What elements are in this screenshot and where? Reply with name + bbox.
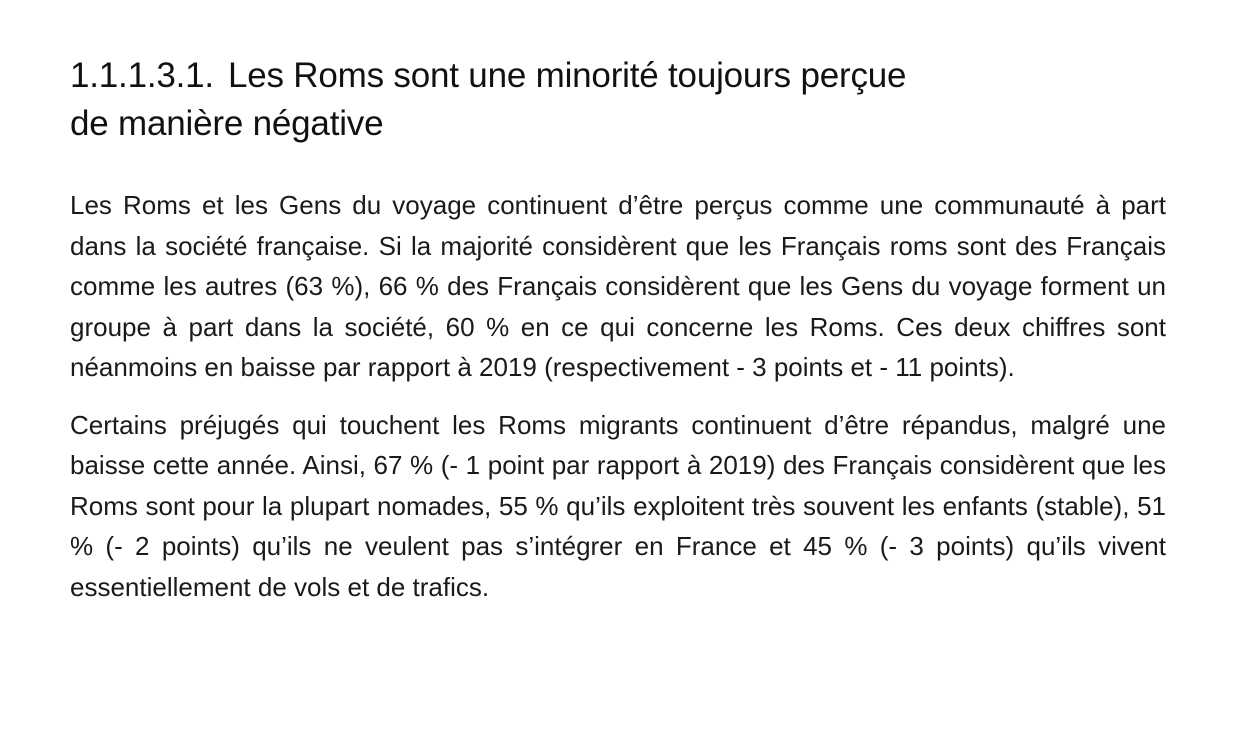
section-heading [70, 52, 1166, 148]
section-number: 1.1.1.3.1. [70, 56, 214, 95]
section-title-line-2: de manière négative [70, 104, 384, 143]
body-paragraph-2: Certains préjugés qui touchent les Roms migrants continuent d’être répandus, malgré une baisse cette année. Ainsi, 67 % (- 1 point par rapport à 2019) des Français considèrent que les Roms sont pour la plupart nomades, 55 % qu’ils exploitent très souvent les enfants (stable), 51 % (- 2 points) qu’ils ne veulent pas s’intégrer en France et 45 % (- 3 points) qu’ils vivent essentiellement de vols et de trafics. [70, 409, 1166, 602]
document-page [70, 52, 1166, 607]
body-paragraph-1: Les Roms et les Gens du voyage continuent d’être perçus comme une communauté à part dans la société française. Si la majorité considèrent que les Français roms sont des Français comme les autres (63 %), 66 % des Français considèrent que les Gens du voyage forment un groupe à part dans la société, 60 % en ce qui concerne les Roms. Ces deux chiffres sont néanmoins en baisse par rapport à 2019 (respectivement - 3 points et - 11 points). [70, 190, 1166, 382]
section-title-line-1: Les Roms sont une minorité toujours perçue [227, 56, 907, 95]
